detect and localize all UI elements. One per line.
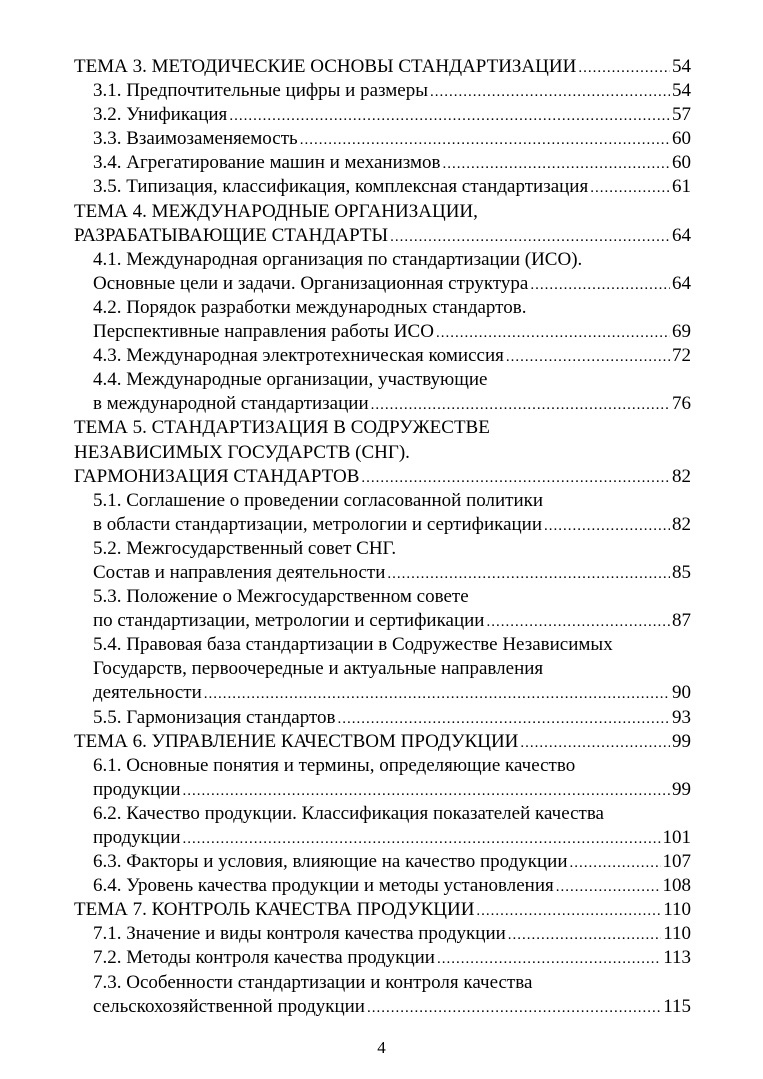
toc-page-number: 82: [672, 513, 691, 535]
toc-line-text: 4.4. Международные организации, участвующие: [93, 369, 488, 391]
toc-subsection-entry: [74, 368, 691, 416]
toc-line-text: 7.1. Значение и виды контроля качества продукции: [93, 923, 506, 945]
toc-subsection-entry: [74, 175, 691, 199]
toc-line: [74, 296, 691, 320]
toc-line: [74, 657, 691, 681]
toc-line: [74, 874, 691, 898]
toc-line-text: Состав и направления деятельности: [93, 561, 386, 583]
toc-line: [74, 465, 691, 489]
toc-line-text: деятельности: [93, 682, 202, 704]
toc-page-number: 101: [662, 827, 691, 848]
toc-line-text: продукции: [93, 827, 181, 848]
toc-page-number: 108: [662, 875, 691, 897]
toc-page-number: 113: [663, 947, 691, 969]
toc-line: [74, 489, 691, 513]
toc-subsection-entry: [74, 537, 691, 585]
toc-subsection-entry: [74, 850, 691, 874]
toc-line: [74, 946, 691, 970]
toc-page-number: 54: [672, 56, 691, 77]
toc-line: [74, 778, 691, 802]
toc-line-text: ТЕМА 4. МЕЖДУНАРОДНЫЕ ОРГАНИЗАЦИИ,: [74, 200, 478, 222]
toc-page-number: 76: [672, 393, 691, 415]
toc-subsection-entry: [74, 489, 691, 537]
toc-page-number: 64: [672, 272, 691, 294]
toc-line: [74, 537, 691, 561]
toc-line-text: 4.1. Международная организация по стандартизации (ИСО).: [93, 248, 583, 270]
toc-line-text: 7.2. Методы контроля качества продукции: [93, 947, 435, 969]
toc-leader-dots: [578, 56, 670, 80]
toc-leader-dots: [361, 466, 670, 490]
toc-line: [74, 79, 691, 103]
toc-line-text: Основные цели и задачи. Организационная структура: [93, 272, 529, 294]
table-of-contents: [74, 55, 691, 1019]
toc-line: [74, 802, 691, 826]
toc-line-text: 3.1. Предпочтительные цифры и размеры: [93, 80, 428, 102]
toc-page-number: 115: [663, 995, 691, 1017]
toc-subsection-entry: [74, 754, 691, 802]
toc-line-text: 5.4. Правовая база стандартизации в Содружестве Независимых: [93, 634, 613, 656]
toc-line-text: 3.3. Взаимозаменяемость: [93, 128, 298, 150]
toc-line: [74, 561, 691, 585]
toc-leader-dots: [590, 176, 670, 200]
toc-page-number: 54: [672, 80, 691, 102]
toc-leader-dots: [337, 707, 670, 731]
toc-leader-dots: [556, 875, 661, 899]
toc-subsection-entry: [74, 633, 691, 705]
toc-line-text: 5.3. Положение о Межгосударственном совете: [93, 586, 469, 608]
toc-line: [74, 392, 691, 416]
toc-line: [74, 416, 691, 440]
toc-leader-dots: [520, 731, 670, 755]
toc-line: [74, 898, 691, 922]
toc-line-text: 5.2. Межгосударственный совет СНГ.: [93, 537, 397, 559]
toc-line-text: по стандартизации, метрологии и сертификации: [93, 610, 485, 632]
toc-line: [74, 585, 691, 609]
toc-leader-dots: [229, 104, 670, 128]
toc-subsection-entry: [74, 296, 691, 344]
toc-leader-dots: [544, 514, 670, 538]
toc-line: [74, 103, 691, 127]
toc-page-number: 57: [672, 104, 691, 126]
toc-line: [74, 151, 691, 175]
toc-subsection-entry: [74, 874, 691, 898]
toc-leader-dots: [437, 947, 661, 971]
toc-leader-dots: [430, 80, 670, 104]
toc-page-number: 85: [672, 561, 691, 583]
toc-subsection-entry: [74, 946, 691, 970]
toc-line-text: 6.3. Факторы и условия, влияющие на качество продукции: [93, 851, 568, 873]
toc-leader-dots: [204, 682, 670, 706]
toc-subsection-entry: [74, 151, 691, 175]
toc-line-text: НЕЗАВИСИМЫХ ГОСУДАРСТВ (СНГ).: [74, 441, 410, 463]
page-number: 4: [377, 1038, 386, 1057]
toc-leader-dots: [570, 851, 661, 875]
toc-line-text: ТЕМА 3. МЕТОДИЧЕСКИЕ ОСНОВЫ СТАНДАРТИЗАЦИИ: [74, 56, 577, 77]
toc-theme-entry: [74, 200, 691, 248]
toc-line: [74, 826, 691, 850]
toc-page-number: 99: [672, 778, 691, 800]
toc-subsection-entry: [74, 971, 691, 1019]
toc-line-text: 3.5. Типизация, классификация, комплексная стандартизация: [93, 176, 589, 198]
toc-line: [74, 441, 691, 465]
toc-leader-dots: [371, 393, 670, 417]
toc-page-number: 87: [672, 610, 691, 632]
toc-leader-dots: [486, 610, 670, 634]
toc-page-number: 90: [672, 682, 691, 704]
toc-line-text: ГАРМОНИЗАЦИЯ СТАНДАРТОВ: [74, 465, 360, 487]
toc-page-number: 93: [672, 706, 691, 728]
toc-line: [74, 320, 691, 344]
toc-subsection-entry: [74, 127, 691, 151]
toc-line: [74, 971, 691, 995]
toc-line: [74, 706, 691, 730]
toc-line-text: продукции: [93, 778, 181, 800]
toc-theme-entry: [74, 416, 691, 488]
toc-line: [74, 922, 691, 946]
toc-line: [74, 633, 691, 657]
toc-page-number: 110: [663, 899, 691, 921]
toc-leader-dots: [183, 779, 670, 803]
toc-line: [74, 127, 691, 151]
toc-line: [74, 995, 691, 1019]
toc-page-number: 99: [672, 730, 691, 752]
toc-subsection-entry: [74, 706, 691, 730]
toc-line: [74, 200, 691, 224]
toc-line: [74, 248, 691, 272]
toc-leader-dots: [443, 152, 671, 176]
toc-subsection-entry: [74, 802, 691, 850]
toc-theme-entry: [74, 730, 691, 754]
toc-page-number: 64: [672, 224, 691, 246]
toc-page-number: 110: [663, 923, 691, 945]
toc-line-text: ТЕМА 7. КОНТРОЛЬ КАЧЕСТВА ПРОДУКЦИИ: [74, 899, 475, 921]
toc-line-text: ТЕМА 6. УПРАВЛЕНИЕ КАЧЕСТВОМ ПРОДУКЦИИ: [74, 730, 519, 752]
toc-line-text: 5.1. Соглашение о проведении согласованной политики: [93, 489, 544, 511]
toc-line: [74, 850, 691, 874]
toc-page-number: 82: [672, 465, 691, 487]
toc-line-text: 4.3. Международная электротехническая комиссия: [93, 345, 504, 367]
toc-line-text: в области стандартизации, метрологии и сертификации: [93, 513, 543, 535]
toc-line-text: ТЕМА 5. СТАНДАРТИЗАЦИЯ В СОДРУЖЕСТВЕ: [74, 417, 490, 439]
toc-leader-dots: [508, 923, 661, 947]
toc-theme-entry: [74, 55, 691, 79]
toc-line: [74, 175, 691, 199]
toc-leader-dots: [476, 899, 661, 923]
toc-page-number: 60: [672, 128, 691, 150]
toc-line-text: сельскохозяйственной продукции: [93, 995, 365, 1017]
toc-subsection-entry: [74, 79, 691, 103]
toc-line-text: 5.5. Гармонизация стандартов: [93, 706, 336, 728]
toc-line: [74, 513, 691, 537]
toc-page-number: 60: [672, 152, 691, 174]
toc-leader-dots: [390, 225, 670, 249]
toc-leader-dots: [506, 345, 670, 369]
toc-page-number: 107: [662, 851, 691, 873]
toc-subsection-entry: [74, 585, 691, 633]
toc-leader-dots: [530, 273, 670, 297]
toc-line: [74, 730, 691, 754]
toc-line-text: 4.2. Порядок разработки международных стандартов.: [93, 296, 527, 318]
toc-line: [74, 609, 691, 633]
toc-page-number: 61: [672, 176, 691, 198]
toc-line-text: 6.2. Качество продукции. Классификация показателей качества: [93, 802, 604, 824]
toc-line-text: 6.4. Уровень качества продукции и методы установления: [93, 875, 554, 897]
toc-subsection-entry: [74, 344, 691, 368]
toc-line-text: 3.4. Агрегатирование машин и механизмов: [93, 152, 441, 174]
toc-line-text: Государств, первоочередные и актуальные направления: [93, 658, 544, 680]
toc-line-text: 3.2. Унификация: [93, 104, 228, 126]
toc-line: [74, 368, 691, 392]
toc-subsection-entry: [74, 248, 691, 296]
toc-line: [74, 224, 691, 248]
toc-line-text: 6.1. Основные понятия и термины, определяющие качество: [93, 754, 576, 776]
toc-line-text: РАЗРАБАТЫВАЮЩИЕ СТАНДАРТЫ: [74, 224, 389, 246]
toc-line: [74, 344, 691, 368]
toc-line: [74, 754, 691, 778]
toc-line-text: в международной стандартизации: [93, 393, 369, 415]
toc-leader-dots: [387, 562, 670, 586]
toc-page-number: 69: [672, 321, 691, 343]
toc-leader-dots: [183, 827, 661, 851]
toc-line: [74, 681, 691, 705]
toc-leader-dots: [300, 128, 670, 152]
toc-line: [74, 272, 691, 296]
toc-leader-dots: [367, 996, 661, 1020]
toc-page-number: 72: [672, 345, 691, 367]
toc-line-text: Перспективные направления работы ИСО: [93, 321, 434, 343]
toc-line: [74, 55, 691, 79]
toc-leader-dots: [436, 321, 670, 345]
toc-subsection-entry: [74, 103, 691, 127]
toc-line-text: 7.3. Особенности стандартизации и контроля качества: [93, 971, 533, 993]
toc-subsection-entry: [74, 922, 691, 946]
toc-theme-entry: [74, 898, 691, 922]
